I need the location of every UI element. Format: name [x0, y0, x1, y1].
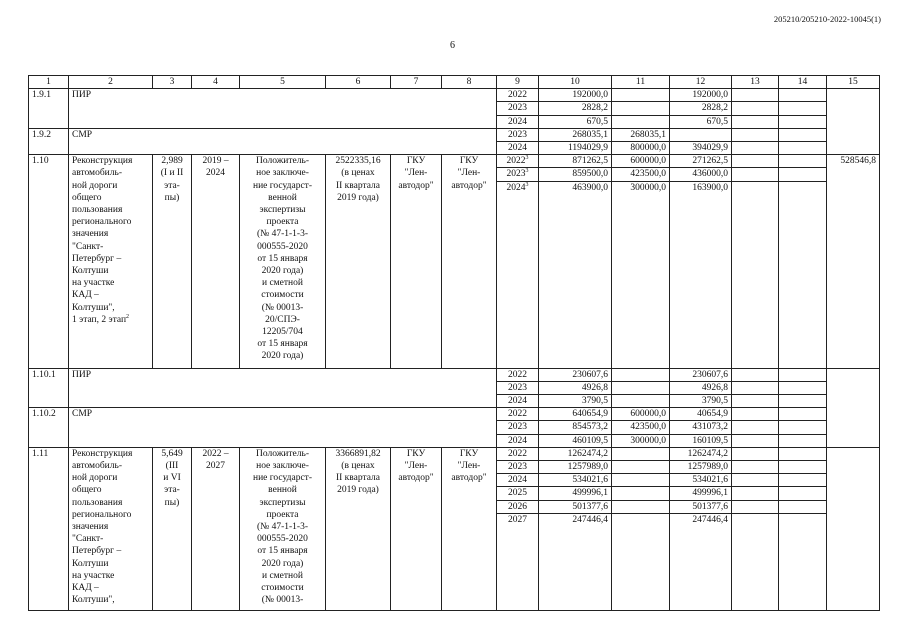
col15-cell [827, 368, 880, 447]
col13-cell [732, 474, 779, 487]
amount-regional: 534021,6 [670, 474, 732, 487]
year-cell: 2026 [497, 500, 539, 513]
amount-regional: 2828,2 [670, 102, 732, 115]
amount-regional: 431073,2 [670, 421, 732, 434]
column-number: 6 [326, 76, 391, 89]
amount-total: 1257989,0 [539, 461, 612, 474]
col14-cell [779, 500, 827, 513]
column-number: 13 [732, 76, 779, 89]
amount-total: 2828,2 [539, 102, 612, 115]
amount-federal: 300000,0 [612, 434, 670, 447]
estimated-cost: 3366891,82 (в ценах II квартала 2019 года) [326, 447, 391, 610]
amount-regional: 271262,5 [670, 155, 732, 168]
row-name: СМР [69, 128, 497, 154]
amount-total: 1194029,9 [539, 142, 612, 155]
col14-cell [779, 155, 827, 168]
col13-cell [732, 381, 779, 394]
row-number: 1.11 [29, 447, 69, 610]
amount-total: 854573,2 [539, 421, 612, 434]
amount-total: 463900,0 [539, 181, 612, 368]
year-cell: 2023$^3$ [497, 168, 539, 181]
amount-total: 859500,0 [539, 168, 612, 181]
document-id: 205210/205210-2022-10045(1) [773, 14, 881, 24]
col14-cell [779, 128, 827, 141]
amount-regional: 247446,4 [670, 513, 732, 610]
year-cell: 2024$^3$ [497, 181, 539, 368]
col13-cell [732, 513, 779, 610]
column-number: 9 [497, 76, 539, 89]
col14-cell [779, 421, 827, 434]
object-name: Реконструкция автомобиль- ной дороги общего пользования регионального значения "Санкт- Петербург – Колтуши на участке КАД – Колтуши", 1 этап, 2 этап$^2$ [69, 155, 153, 368]
year-cell: 2023 [497, 421, 539, 434]
amount-regional: 192000,0 [670, 89, 732, 102]
column-number: 4 [192, 76, 240, 89]
amount-total: 501377,6 [539, 500, 612, 513]
amount-total: 640654,9 [539, 408, 612, 421]
object-length: 5,649 (III и VI эта- пы) [153, 447, 192, 610]
year-cell: 2022 [497, 447, 539, 460]
table-body [29, 76, 880, 611]
amount-federal: 423500,0 [612, 421, 670, 434]
col13-cell [732, 408, 779, 421]
col14-cell [779, 142, 827, 155]
year-cell: 2024 [497, 434, 539, 447]
amount-federal [612, 395, 670, 408]
amount-total: 230607,6 [539, 368, 612, 381]
year-cell: 2022 [497, 89, 539, 102]
object-period: 2022 – 2027 [192, 447, 240, 610]
column-number: 15 [827, 76, 880, 89]
row-number: 1.9.1 [29, 89, 69, 129]
amount-federal: 600000,0 [612, 155, 670, 168]
col14-cell [779, 474, 827, 487]
project-documents: Положитель- ное заключе- ние государст- венной экспертизы проекта (№ 47-1-1-3- 000555-2020 от 15 января 2020 года) и сметной стоимости (№ 00013- [240, 447, 326, 610]
column-number: 12 [670, 76, 732, 89]
amount-regional: 3790,5 [670, 395, 732, 408]
table-row [29, 408, 880, 421]
col14-cell [779, 513, 827, 610]
amount-total: 534021,6 [539, 474, 612, 487]
col14-cell [779, 168, 827, 181]
year-cell: 2025 [497, 487, 539, 500]
amount-regional: 1262474,2 [670, 447, 732, 460]
amount-federal [612, 487, 670, 500]
col13-cell [732, 168, 779, 181]
col13-cell [732, 461, 779, 474]
amount-total: 1262474,2 [539, 447, 612, 460]
amount-total: 670,5 [539, 115, 612, 128]
table-row [29, 155, 880, 168]
col13-cell [732, 500, 779, 513]
col15-cell [827, 89, 880, 155]
amount-total: 192000,0 [539, 89, 612, 102]
amount-federal: 268035,1 [612, 128, 670, 141]
row-name: СМР [69, 408, 497, 448]
year-cell: 2024 [497, 395, 539, 408]
amount-regional: 1257989,0 [670, 461, 732, 474]
column-number: 1 [29, 76, 69, 89]
year-cell: 2023 [497, 461, 539, 474]
col13-cell [732, 421, 779, 434]
amount-federal [612, 115, 670, 128]
amount-regional: 501377,6 [670, 500, 732, 513]
year-cell: 2024 [497, 142, 539, 155]
amount-regional: 499996,1 [670, 487, 732, 500]
amount-federal [612, 461, 670, 474]
amount-regional: 230607,6 [670, 368, 732, 381]
col13-cell [732, 115, 779, 128]
row-number: 1.10 [29, 155, 69, 368]
amount-federal [612, 474, 670, 487]
executor: ГКУ "Лен- автодор" [442, 155, 497, 368]
table-row [29, 89, 880, 102]
year-cell: 2027 [497, 513, 539, 610]
amount-regional: 436000,0 [670, 168, 732, 181]
year-cell: 2022 [497, 368, 539, 381]
amount-regional: 670,5 [670, 115, 732, 128]
amount-regional: 160109,5 [670, 434, 732, 447]
amount-regional: 163900,0 [670, 181, 732, 368]
amount-federal [612, 102, 670, 115]
col14-cell [779, 408, 827, 421]
col13-cell [732, 487, 779, 500]
col14-cell [779, 181, 827, 368]
amount-total: 3790,5 [539, 395, 612, 408]
col13-cell [732, 181, 779, 368]
col14-cell [779, 115, 827, 128]
amount-total: 247446,4 [539, 513, 612, 610]
object-length: 2,989 (I и II эта- пы) [153, 155, 192, 368]
year-cell: 2023 [497, 102, 539, 115]
amount-total: 499996,1 [539, 487, 612, 500]
col13-cell [732, 434, 779, 447]
column-number: 3 [153, 76, 192, 89]
amount-total: 871262,5 [539, 155, 612, 168]
table-row [29, 76, 880, 89]
page-number: 6 [450, 40, 455, 51]
col14-cell [779, 381, 827, 394]
amount-regional [670, 128, 732, 141]
row-number: 1.10.1 [29, 368, 69, 408]
amount-federal [612, 381, 670, 394]
col13-cell [732, 368, 779, 381]
year-cell: 2023 [497, 128, 539, 141]
amount-federal [612, 447, 670, 460]
year-cell: 2022 [497, 408, 539, 421]
amount-federal [612, 89, 670, 102]
amount-federal: 800000,0 [612, 142, 670, 155]
col13-cell [732, 155, 779, 168]
year-cell: 2024 [497, 115, 539, 128]
year-cell: 2023 [497, 381, 539, 394]
table-row [29, 447, 880, 460]
col13-cell [732, 102, 779, 115]
col14-cell [779, 487, 827, 500]
row-number: 1.9.2 [29, 128, 69, 154]
col15-cell [827, 447, 880, 610]
amount-total: 4926,8 [539, 381, 612, 394]
column-number: 7 [391, 76, 442, 89]
col14-cell [779, 102, 827, 115]
row-number: 1.10.2 [29, 408, 69, 448]
col13-cell [732, 447, 779, 460]
column-number: 5 [240, 76, 326, 89]
object-name: Реконструкция автомобиль- ной дороги общего пользования регионального значения "Санкт- Петербург – Колтуши на участке КАД – Колтуши", [69, 447, 153, 610]
customer: ГКУ "Лен- автодор" [391, 155, 442, 368]
column-number: 11 [612, 76, 670, 89]
row-name: ПИР [69, 368, 497, 408]
column-number: 2 [69, 76, 153, 89]
amount-regional: 4926,8 [670, 381, 732, 394]
amount-total: 460109,5 [539, 434, 612, 447]
col14-cell [779, 368, 827, 381]
col14-cell [779, 395, 827, 408]
year-cell: 2022$^3$ [497, 155, 539, 168]
col13-cell [732, 128, 779, 141]
amount-federal: 423500,0 [612, 168, 670, 181]
col15-total: 528546,8 [827, 155, 880, 368]
col13-cell [732, 395, 779, 408]
column-number: 8 [442, 76, 497, 89]
amount-federal [612, 500, 670, 513]
col14-cell [779, 447, 827, 460]
estimated-cost: 2522335,16 (в ценах II квартала 2019 года) [326, 155, 391, 368]
amount-federal: 600000,0 [612, 408, 670, 421]
col13-cell [732, 142, 779, 155]
year-cell: 2024 [497, 474, 539, 487]
amount-regional: 394029,9 [670, 142, 732, 155]
col13-cell [732, 89, 779, 102]
amount-federal: 300000,0 [612, 181, 670, 368]
col14-cell [779, 89, 827, 102]
object-period: 2019 – 2024 [192, 155, 240, 368]
col14-cell [779, 461, 827, 474]
project-documents: Положитель- ное заключе- ние государст- венной экспертизы проекта (№ 47-1-1-3- 000555-2020 от 15 января 2020 года) и сметной стоимости (№ 00013- 20/СПЭ- 12205/704 от 15 января 2020 года) [240, 155, 326, 368]
amount-federal [612, 513, 670, 610]
amount-federal [612, 368, 670, 381]
col14-cell [779, 434, 827, 447]
customer: ГКУ "Лен- автодор" [391, 447, 442, 610]
amount-total: 268035,1 [539, 128, 612, 141]
table-row [29, 368, 880, 381]
row-name: ПИР [69, 89, 497, 129]
amount-regional: 40654,9 [670, 408, 732, 421]
investment-table [28, 75, 880, 611]
executor: ГКУ "Лен- автодор" [442, 447, 497, 610]
column-number: 10 [539, 76, 612, 89]
table-row [29, 128, 880, 141]
column-number: 14 [779, 76, 827, 89]
